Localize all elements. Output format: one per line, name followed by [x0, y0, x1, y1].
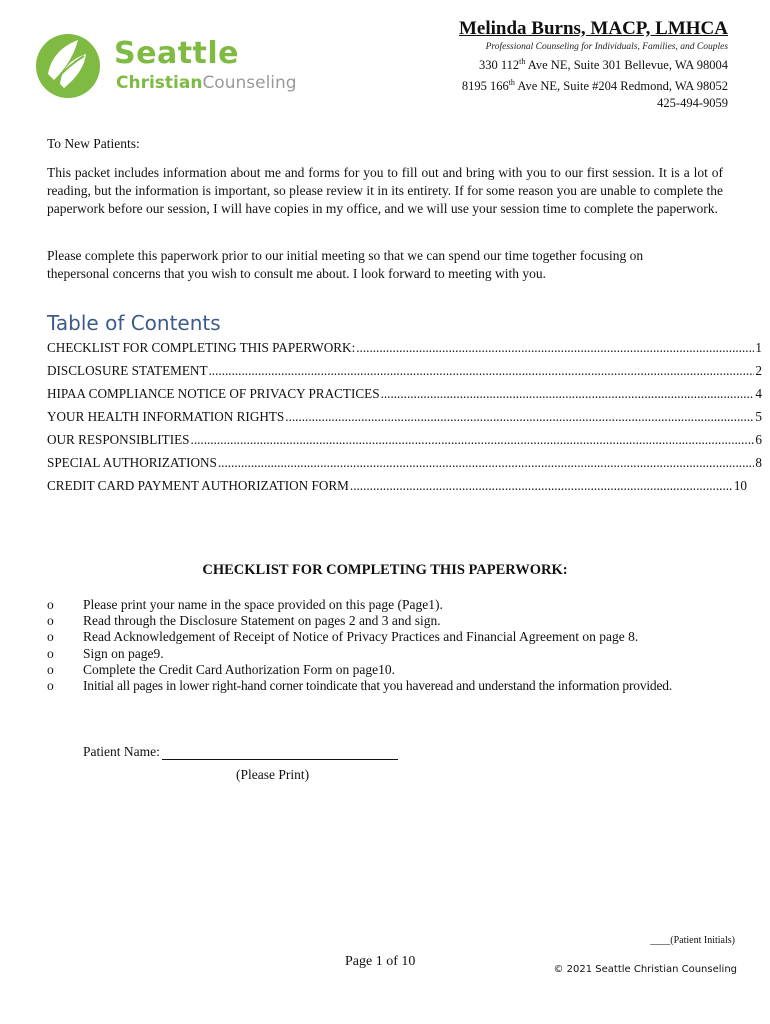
logo	[34, 30, 314, 100]
counselor-name: Melinda Burns, MACP, LMHCA	[458, 18, 728, 39]
patient-name-row	[83, 744, 398, 760]
toc-title: Table of Contents	[47, 311, 221, 335]
checklist-item: o Sign on page9.	[47, 645, 164, 661]
leaf-logo-icon	[34, 30, 106, 100]
checklist-item: o Please print your name in the space provided on this page (Page1).	[47, 597, 443, 612]
table-of-contents	[47, 340, 762, 501]
patient-name-label: Patient Name:	[83, 744, 160, 759]
address-block	[462, 53, 728, 112]
address-bellevue: 330 112th Ave NE, Suite 301 Bellevue, WA 98004	[478, 57, 728, 73]
phone-number: 425-494-9059	[657, 96, 728, 111]
logo-words: ChristianCounseling	[116, 73, 297, 93]
page-number: Page 1 of 10	[345, 954, 416, 969]
checklist-item: o Initial all pages in lower right-hand corner toindicate that you haveread and understand the information provided.	[47, 677, 672, 693]
patient-name-field[interactable]	[162, 745, 398, 760]
patient-initials: ____(Patient Initials)	[650, 935, 735, 946]
toc-entry[interactable]: HIPAA COMPLIANCE NOTICE OF PRIVACY PRACTICES ..... 4	[47, 386, 762, 409]
checklist-title: CHECKLIST FOR COMPLETING THIS PAPERWORK:	[202, 562, 568, 578]
toc-entry[interactable]: DISCLOSURE STATEMENT ..... 2	[47, 363, 762, 386]
salutation: To New Patients:	[47, 136, 140, 151]
please-print-label: (Please Print)	[236, 767, 310, 782]
copyright: © 2021 Seattle Christian Counseling	[553, 964, 737, 975]
checklist-item: o Complete the Credit Card Authorization Form on page10.	[47, 661, 395, 677]
checklist	[47, 597, 672, 694]
checklist-item: o Read through the Disclosure Statement on pages 2 and 3 and sign.	[47, 613, 441, 629]
toc-entry[interactable]: CHECKLIST FOR COMPLETING THIS PAPERWORK: ..... 1	[47, 340, 762, 363]
toc-entry[interactable]: OUR RESPONSIBLITIES ..... 6	[47, 432, 762, 455]
address-redmond: 8195 166th Ave NE, Suite #204 Redmond, WA 98052	[461, 78, 728, 94]
logo-word-seattle: Seattle	[114, 36, 240, 71]
toc-entry[interactable]: SPECIAL AUTHORIZATIONS ..... 8	[47, 455, 762, 478]
tagline: Professional Counseling for Individuals, Families, and Couples	[485, 42, 728, 52]
toc-entry[interactable]: CREDIT CARD PAYMENT AUTHORIZATION FORM ..... 10	[47, 478, 747, 501]
intro-paragraph-2: Please complete this paperwork prior to our initial meeting so that we can spend our time together focusing on thepersonal concerns that you wish to consult me about. I look forward to meeting with you.	[47, 248, 644, 281]
checklist-item: o Read Acknowledgement of Receipt of Notice of Privacy Practices and Financial Agreement on page 8.	[47, 629, 639, 645]
intro-paragraph-1: This packet includes information about me and forms for you to fill out and bring with you to our first session. It is a lot of reading, but the information is important, so please review it in its entirety. If for some reason you are unable to complete the paperwork before our session, I will have copies in my office, and we will use your session time to complete the paperwork.	[47, 165, 723, 216]
toc-entry[interactable]: YOUR HEALTH INFORMATION RIGHTS ..... 5	[47, 409, 762, 432]
